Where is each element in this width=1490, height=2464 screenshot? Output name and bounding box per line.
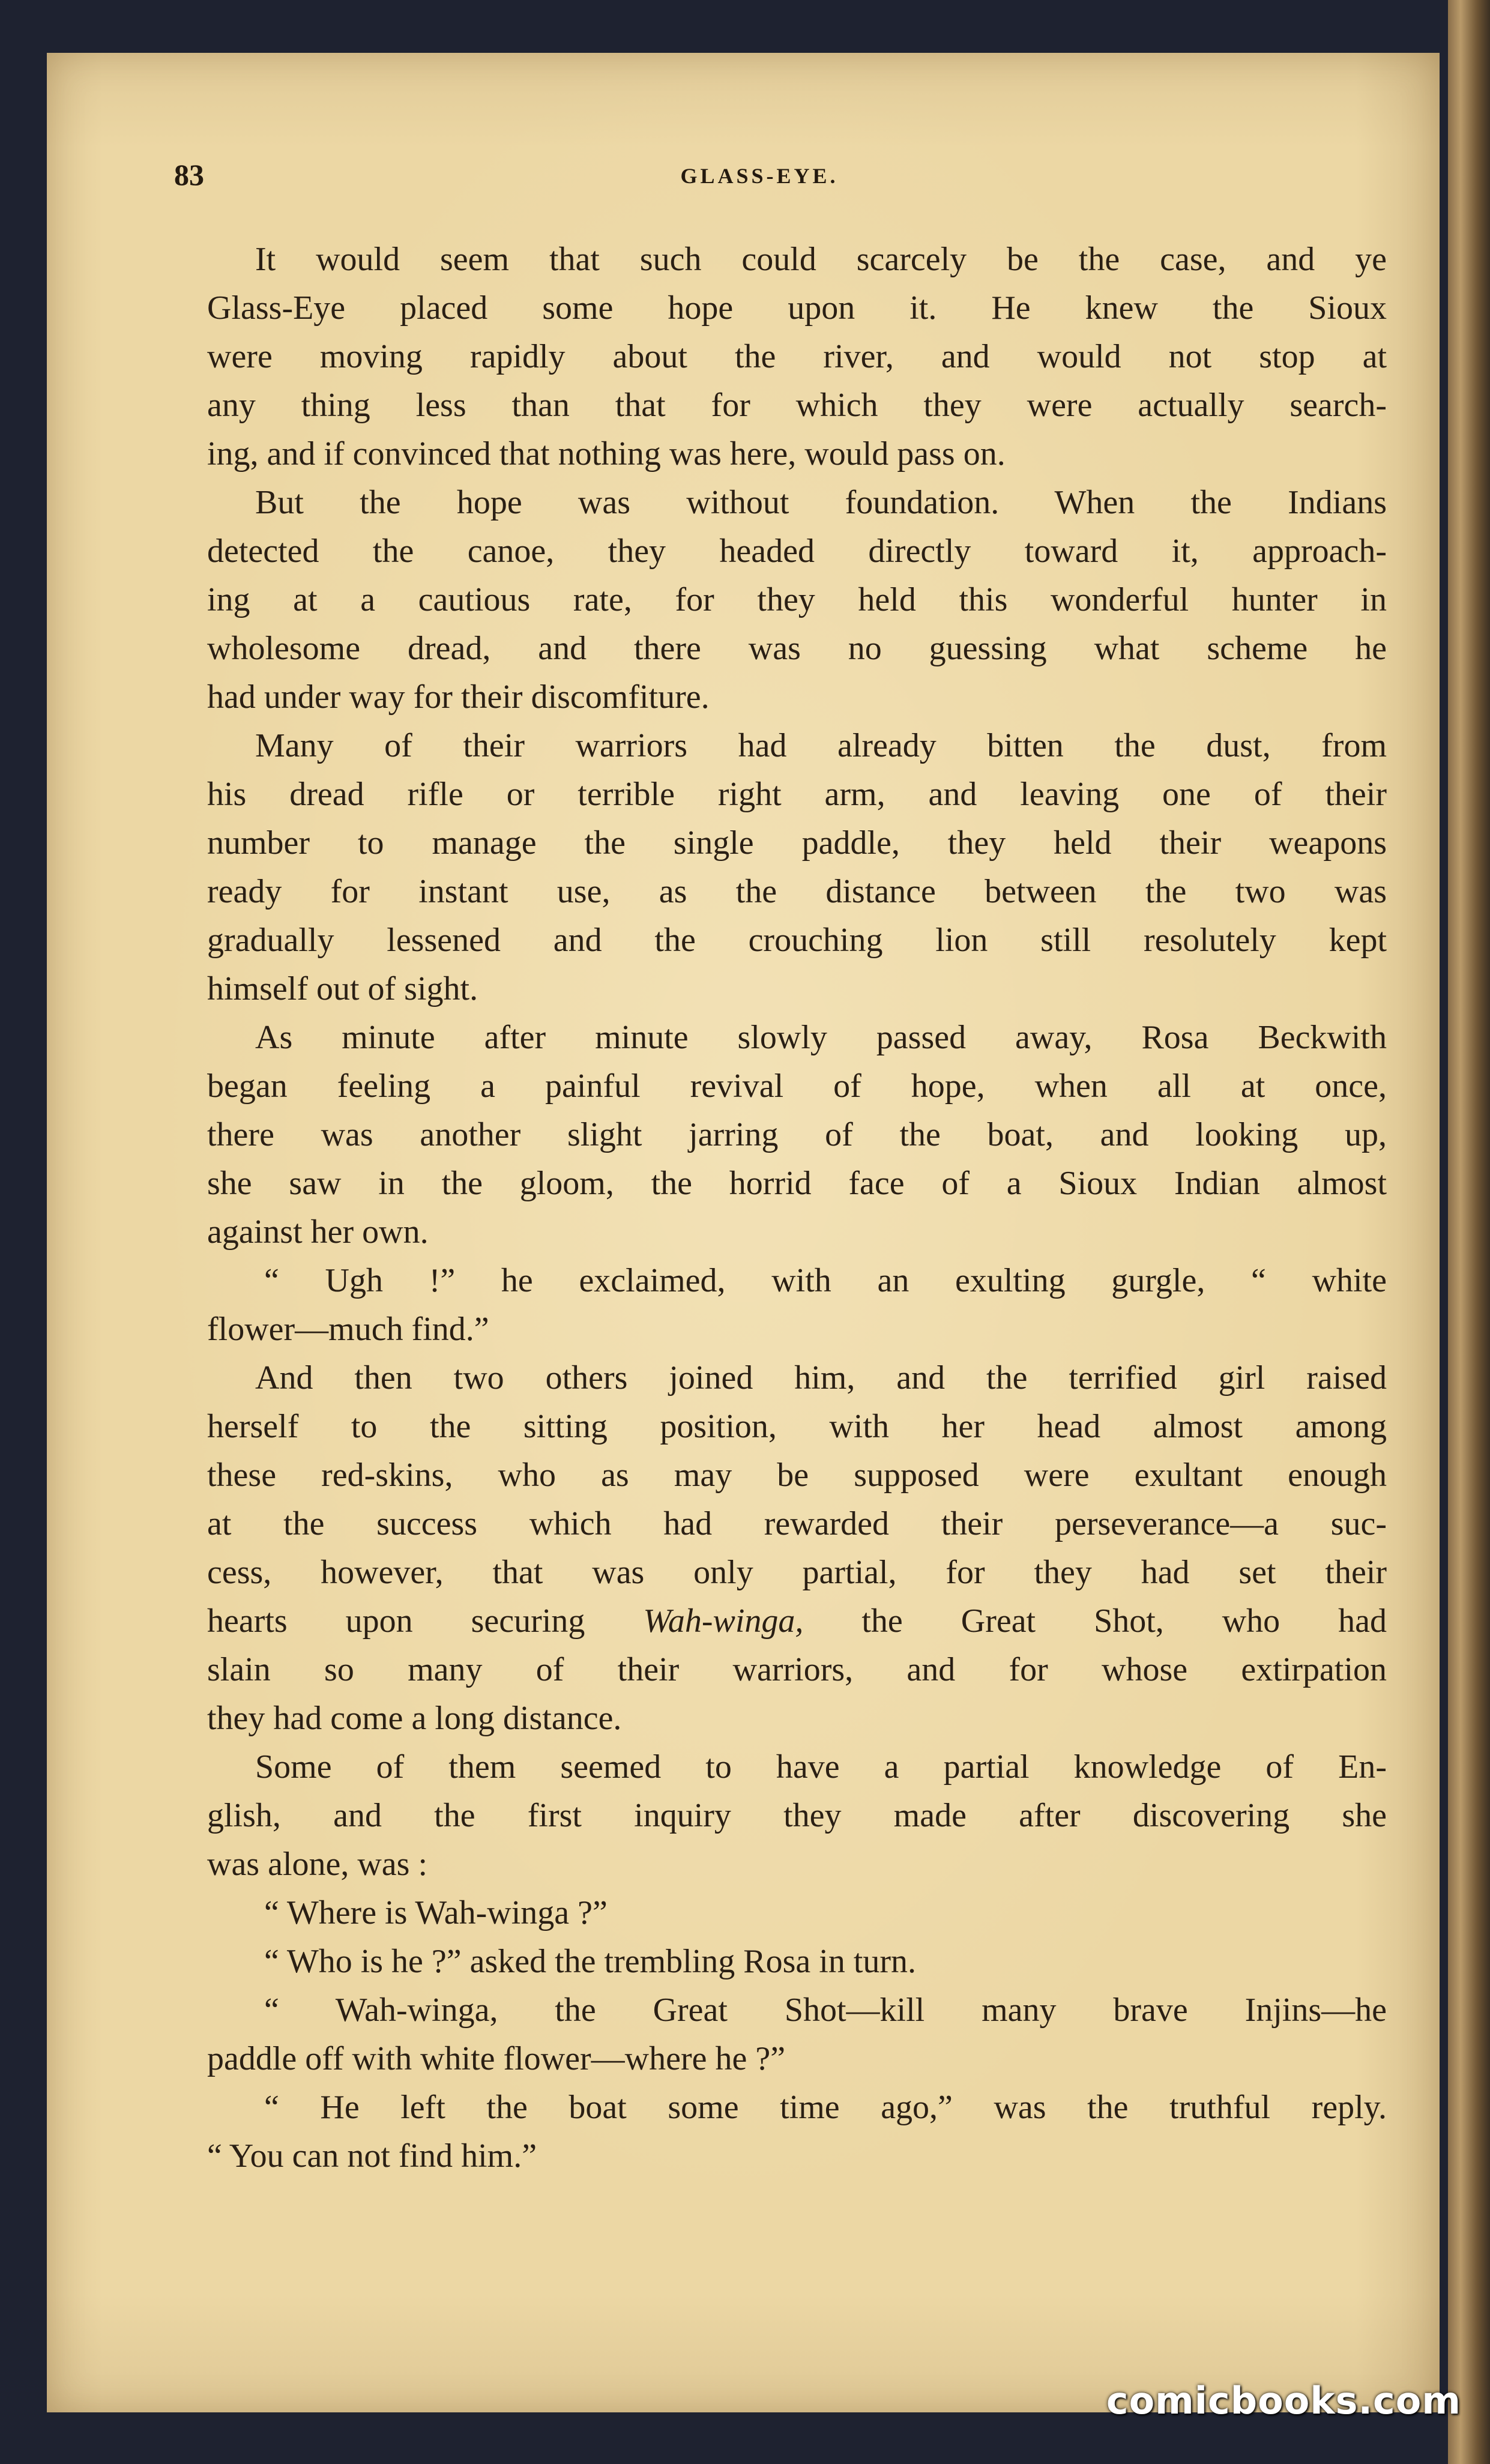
text-span: the Great Shot, who had xyxy=(803,1602,1387,1640)
running-head: GLASS-EYE. xyxy=(680,164,839,188)
text-line: ing at a cautious rate, for they held this wonderful hunter in xyxy=(207,581,1387,618)
paragraph xyxy=(207,1937,1387,1986)
text-line: was alone, was : xyxy=(207,1846,428,1883)
italic-name: Wah-winga, xyxy=(643,1602,804,1640)
text-line: herself to the sitting position, with her head almost among xyxy=(207,1408,1387,1445)
text-line: his dread rifle or terrible right arm, and leaving one of their xyxy=(207,776,1387,813)
text-line: It would seem that such could scarcely be the case, and ye xyxy=(255,241,1387,278)
text-line: these red-skins, who as may be supposed were exultant enough xyxy=(207,1457,1387,1494)
text-line: ing, and if convinced that nothing was here, would pass on. xyxy=(207,435,1006,473)
text-line: himself out of sight. xyxy=(207,970,478,1007)
text-line: glish, and the first inquiry they made after discovering she xyxy=(207,1797,1387,1834)
paragraph xyxy=(207,1743,1387,1889)
text-line: “ Wah-winga, the Great Shot—kill many brave Injins—he xyxy=(264,1991,1387,2029)
text-line: at the success which had rewarded their perseverance—a suc- xyxy=(207,1505,1387,1542)
text-line: gradually lessened and the crouching lion still resolutely kept xyxy=(207,922,1387,959)
text-line: there was another slight jarring of the boat, and looking up, xyxy=(207,1116,1387,1153)
text-line: “ Ugh !” he exclaimed, with an exulting gurgle, “ white xyxy=(264,1262,1387,1299)
text-line: they had come a long distance. xyxy=(207,1700,622,1737)
text-line: began feeling a painful revival of hope, when all at once, xyxy=(207,1067,1387,1105)
paragraph xyxy=(207,1889,1387,1937)
text-line: slain so many of their warriors, and for whose extirpation xyxy=(207,1651,1387,1688)
text-line: cess, however, that was only partial, for they had set their xyxy=(207,1554,1387,1591)
text-line: flower—much find.” xyxy=(207,1311,489,1348)
text-line: any thing less than that for which they were actually search- xyxy=(207,387,1387,424)
paragraph xyxy=(207,479,1387,722)
text-line: were moving rapidly about the river, and would not stop at xyxy=(207,338,1387,375)
text-line: detected the canoe, they headed directly toward it, approach- xyxy=(207,533,1387,570)
text-line: “ Who is he ?” asked the trembling Rosa in turn. xyxy=(264,1943,917,1980)
paragraph xyxy=(207,1354,1387,1743)
text-line: “ You can not find him.” xyxy=(207,2137,537,2175)
text-line: Glass-Eye placed some hope upon it. He knew the Sioux xyxy=(207,289,1387,327)
text-line: against her own. xyxy=(207,1213,429,1251)
paragraph xyxy=(207,722,1387,1013)
paragraph xyxy=(207,1013,1387,1257)
text-line: Some of them seemed to have a partial knowledge of En- xyxy=(255,1748,1387,1786)
text-line: But the hope was without foundation. When the Indians xyxy=(255,484,1387,521)
watermark: comicbooks.com xyxy=(1106,2379,1461,2423)
text-line: And then two others joined him, and the terrified girl raised xyxy=(255,1359,1387,1397)
paragraph xyxy=(207,2083,1387,2181)
page-header xyxy=(174,157,1345,199)
text-line: ready for instant use, as the distance between the two was xyxy=(207,873,1387,910)
body-text xyxy=(207,235,1387,2181)
paragraph xyxy=(207,1257,1387,1354)
text-line: Many of their warriors had already bitten the dust, from xyxy=(255,727,1387,764)
text-line xyxy=(207,1597,1387,1646)
text-line: “ Where is Wah-winga ?” xyxy=(264,1894,608,1931)
text-line: she saw in the gloom, the horrid face of a Sioux Indian almost xyxy=(207,1165,1387,1202)
text-span: hearts upon securing xyxy=(207,1602,644,1640)
text-line: paddle off with white flower—where he ?” xyxy=(207,2040,786,2077)
text-line: number to manage the single paddle, they held their weapons xyxy=(207,824,1387,862)
paragraph xyxy=(207,1986,1387,2083)
page-number: 83 xyxy=(174,158,204,192)
text-line: As minute after minute slowly passed away, Rosa Beckwith xyxy=(255,1019,1387,1056)
text-line: wholesome dread, and there was no guessing what scheme he xyxy=(207,630,1387,667)
text-line: had under way for their discomfiture. xyxy=(207,678,710,716)
book-spine-edge xyxy=(1448,0,1490,2464)
paragraph xyxy=(207,235,1387,479)
text-line: “ He left the boat some time ago,” was the truthful reply. xyxy=(264,2089,1387,2126)
